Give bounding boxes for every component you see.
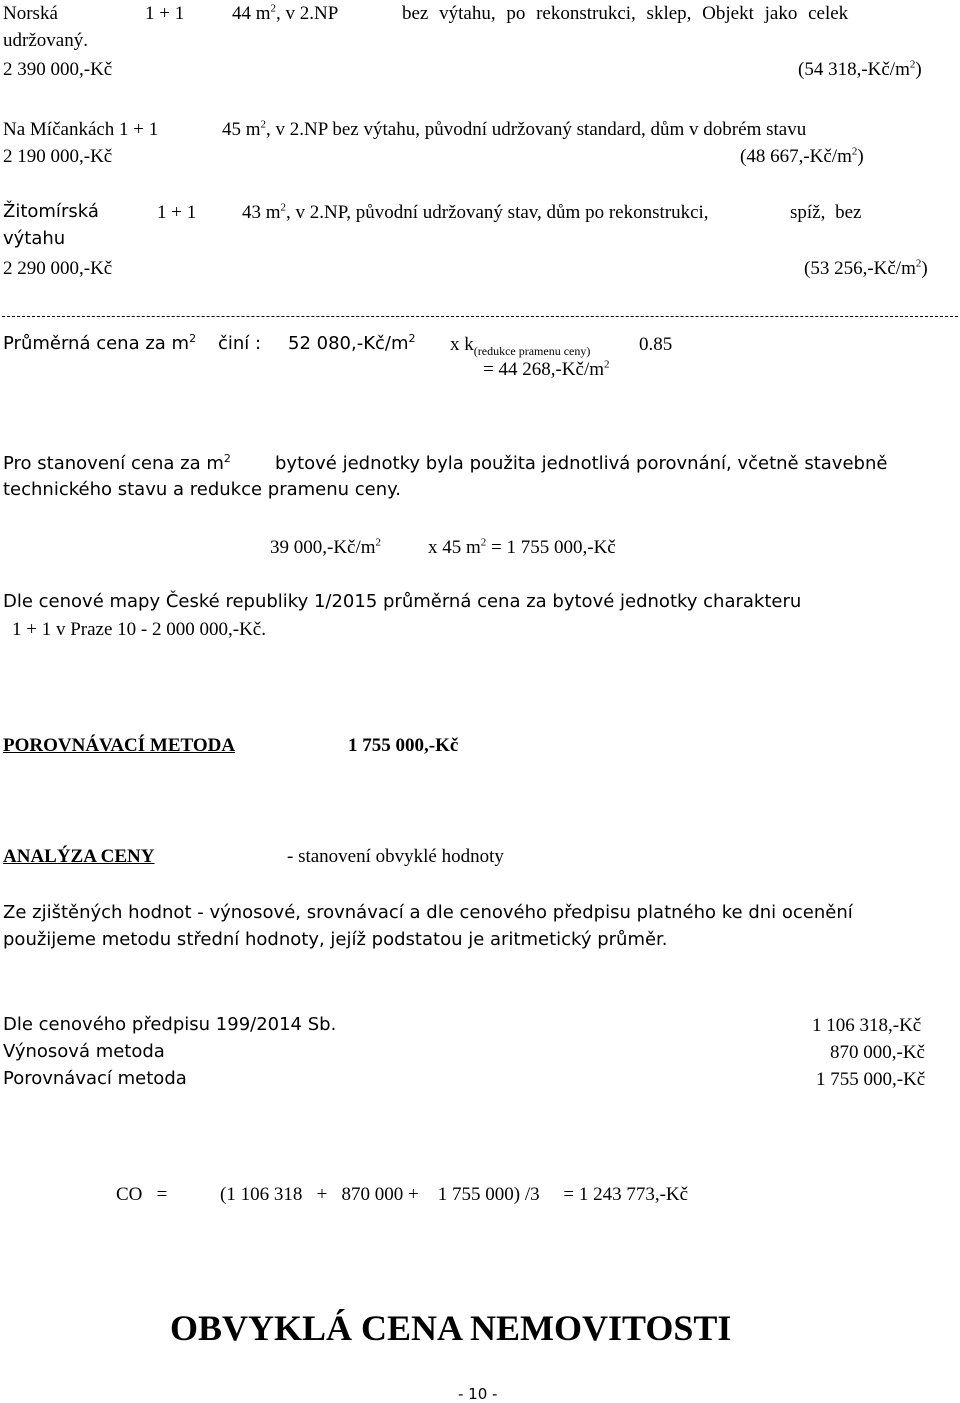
- listing3-description-end: spíž, bez: [790, 202, 862, 223]
- note-line-1-exp: 2: [223, 452, 231, 465]
- calc-area-exp: 2: [480, 536, 487, 549]
- summary-value-1: 1 106 318,-Kč: [812, 1015, 922, 1036]
- average-value-exp: 2: [408, 332, 416, 345]
- calc-price-per-m: 39 000,-Kč/m: [270, 537, 376, 558]
- calculation: [270, 538, 381, 557]
- price-map-line-1: Dle cenové mapy České republiky 1/2015 průměrná cena za bytové jednotky charakteru: [3, 591, 802, 612]
- summary-label-3: Porovnávací metoda: [3, 1068, 187, 1089]
- coefficient-value: 0.85: [639, 334, 673, 355]
- listing3-description: , v 2.NP, původní udržovaný stav, dům po rekonstrukci,: [286, 202, 709, 223]
- listing1-unit-price-text: (54 318,-Kč/m: [798, 59, 910, 80]
- listing1-name: Norská: [3, 3, 58, 24]
- listing1-area-text: 44 m: [232, 3, 271, 24]
- average-coefficient: [450, 334, 591, 358]
- listing1-area: [232, 4, 338, 23]
- average-result-text: = 44 268,-Kč/m: [483, 359, 605, 380]
- listing3-unit-exp: 2: [915, 257, 922, 270]
- listing2-unit-exp: 2: [851, 145, 858, 158]
- listing3-unit-price: [804, 259, 928, 278]
- comparative-method-value: 1 755 000,-Kč: [348, 735, 459, 756]
- note-line-2: technického stavu a redukce pramenu ceny.: [3, 479, 401, 500]
- average-result: [483, 360, 610, 379]
- listing2-area-text: 45 m: [222, 119, 261, 140]
- calculation-rest: [428, 538, 616, 557]
- note-line-1-text: Pro stanovení cena za m: [3, 453, 224, 474]
- listing3-area: [242, 203, 709, 222]
- coefficient-label: x k: [450, 334, 474, 355]
- listing3-unit-price-text: (53 256,-Kč/m: [804, 258, 916, 279]
- listing2-unit-price: [740, 147, 864, 166]
- listing3-description-cont: výtahu: [3, 228, 66, 249]
- listing1-description: bez výtahu, po rekonstrukci, sklep, Objekt jako celek: [402, 3, 849, 24]
- listing2-unit-close: ): [857, 146, 864, 167]
- listing2-price: 2 190 000,-Kč: [3, 146, 113, 167]
- listing1-description-cont: udržovaný.: [3, 30, 88, 51]
- listing1-unit-exp: 2: [909, 58, 916, 71]
- listing2-description: , v 2.NP bez výtahu, původní udržovaný standard, dům v dobrém stavu: [266, 119, 807, 140]
- co-label: CO =: [116, 1184, 168, 1205]
- summary-value-2: 870 000,-Kč: [830, 1042, 925, 1063]
- average-result-exp: 2: [604, 358, 610, 371]
- paragraph-line-2: použijeme metodu střední hodnoty, jejíž podstatou je aritmetický průměr.: [3, 929, 668, 950]
- average-value: [288, 332, 416, 354]
- listing3-area-exp: 2: [280, 201, 287, 214]
- comparative-method-label: POROVNÁVACÍ METODA: [3, 735, 236, 756]
- average-label: [3, 332, 197, 354]
- calc-area: x 45 m: [428, 537, 481, 558]
- calc-result: = 1 755 000,-Kč: [491, 537, 616, 558]
- listing3-name: Žitomírská: [3, 201, 99, 222]
- dashed-divider: [2, 316, 958, 317]
- summary-label-1: Dle cenového předpisu 199/2014 Sb.: [3, 1014, 337, 1035]
- summary-value-3: 1 755 000,-Kč: [816, 1069, 926, 1090]
- average-label-post: činí :: [218, 333, 262, 354]
- paragraph-line-1: Ze zjištěných hodnot - výnosové, srovnávací a dle cenového předpisu platného ke dni ocenění: [3, 902, 853, 923]
- page-number: - 10 -: [458, 1385, 498, 1403]
- listing1-rooms: 1 + 1: [145, 3, 185, 24]
- listing1-unit-close: ): [915, 59, 922, 80]
- summary-label-2: Výnosová metoda: [3, 1041, 165, 1062]
- coefficient-subscript: (redukce pramenu ceny): [473, 343, 591, 358]
- analysis-description: - stanovení obvyklé hodnoty: [287, 846, 504, 867]
- co-formula: (1 106 318 + 870 000 + 1 755 000) /3 = 1 243 773,-Kč: [220, 1184, 689, 1205]
- average-label-exp: 2: [189, 332, 197, 345]
- calc-price-exp: 2: [375, 536, 382, 549]
- average-value-text: 52 080,-Kč/m: [288, 333, 409, 354]
- final-title: OBVYKLÁ CENA NEMOVITOSTI: [170, 1308, 732, 1348]
- listing3-price: 2 290 000,-Kč: [3, 258, 113, 279]
- listing1-price: 2 390 000,-Kč: [3, 59, 113, 80]
- price-map-line-2: 1 + 1 v Praze 10 - 2 000 000,-Kč.: [12, 619, 266, 640]
- listing3-rooms: 1 + 1: [157, 202, 197, 223]
- listing3-area-text: 43 m: [242, 202, 281, 223]
- listing2-area: [222, 120, 806, 139]
- average-label-text: Průměrná cena za m: [3, 333, 190, 354]
- listing2-area-exp: 2: [260, 118, 267, 131]
- analysis-label: ANALÝZA CENY: [3, 846, 155, 867]
- listing1-floor: , v 2.NP: [276, 3, 339, 24]
- listing2-name: Na Míčankách 1 + 1: [3, 119, 159, 140]
- listing1-unit-price: [798, 60, 922, 79]
- note-line-1-post: bytové jednotky byla použita jednotlivá porovnání, včetně stavebně: [275, 453, 888, 474]
- listing1-area-exp: 2: [270, 2, 277, 15]
- listing2-unit-price-text: (48 667,-Kč/m: [740, 146, 852, 167]
- listing3-unit-close: ): [921, 258, 928, 279]
